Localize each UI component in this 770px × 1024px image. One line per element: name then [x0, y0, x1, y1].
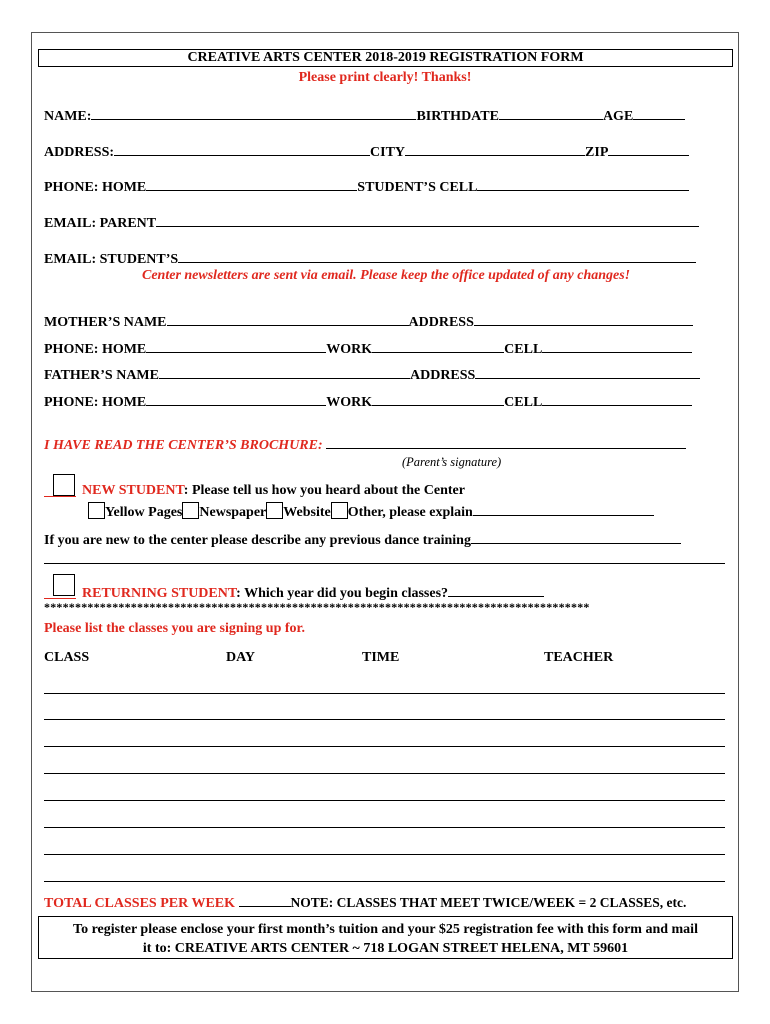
mailing-instructions: [38, 916, 733, 959]
class-entry-line[interactable]: [44, 719, 725, 720]
previous-training-field[interactable]: [471, 531, 681, 544]
signature-row: [44, 436, 686, 454]
returning-student-label: RETURNING STUDENT: [82, 586, 237, 601]
class-entry-line[interactable]: [44, 800, 725, 801]
website-checkbox[interactable]: [266, 502, 283, 519]
father-phone-row: [44, 393, 692, 411]
other-label: Other, please explain: [347, 505, 473, 520]
mother-row: [44, 313, 693, 331]
class-entry-line[interactable]: [44, 881, 725, 882]
father-phone-home-label: PHONE: HOME: [44, 395, 147, 410]
father-cell-field[interactable]: [542, 393, 692, 406]
class-entry-line[interactable]: [44, 773, 725, 774]
class-entry-line[interactable]: [44, 693, 725, 694]
yellow-pages-checkbox[interactable]: [88, 502, 105, 519]
birthdate-label: BIRTHDATE: [416, 109, 499, 124]
mother-cell-label: CELL: [504, 342, 543, 357]
email-student-field[interactable]: [178, 250, 696, 263]
age-label: AGE: [602, 109, 634, 124]
email-student-row: [44, 250, 696, 268]
class-entry-line[interactable]: [44, 854, 725, 855]
address-field[interactable]: [114, 143, 370, 156]
fathers-name-label: FATHER’S NAME: [44, 368, 159, 383]
mothers-name-field[interactable]: [167, 313, 409, 326]
column-day: DAY: [226, 650, 256, 665]
total-classes-field[interactable]: [239, 894, 291, 907]
signature-label: I HAVE READ THE CENTER’S BROCHURE:: [44, 438, 323, 453]
age-field[interactable]: [633, 107, 685, 120]
mother-work-field[interactable]: [372, 340, 504, 353]
students-cell-label: STUDENT’S CELL: [357, 180, 478, 195]
yellow-pages-label: Yellow Pages: [105, 505, 183, 520]
new-student-underline: [44, 496, 76, 497]
class-entry-line[interactable]: [44, 827, 725, 828]
city-field[interactable]: [405, 143, 585, 156]
mother-address-field[interactable]: [474, 313, 693, 326]
total-classes-label: TOTAL CLASSES PER WEEK: [44, 896, 236, 911]
father-phone-home-field[interactable]: [146, 393, 326, 406]
other-explain-field[interactable]: [473, 503, 654, 516]
new-student-row: [82, 483, 465, 499]
phone-home-label: PHONE: HOME: [44, 180, 147, 195]
email-parent-field[interactable]: [156, 214, 699, 227]
previous-training-line-2[interactable]: [44, 563, 725, 564]
signature-field[interactable]: [326, 436, 686, 449]
mothers-name-label: MOTHER’S NAME: [44, 315, 167, 330]
father-row: [44, 366, 700, 384]
name-label: NAME:: [44, 109, 92, 124]
new-student-label: NEW STUDENT: [82, 483, 184, 498]
form-title: CREATIVE ARTS CENTER 2018-2019 REGISTRATION FORM: [38, 49, 733, 67]
email-parent-label: EMAIL: PARENT: [44, 216, 157, 231]
email-student-label: EMAIL: STUDENT’S: [44, 252, 179, 267]
mother-phone-home-label: PHONE: HOME: [44, 342, 147, 357]
class-entry-line[interactable]: [44, 746, 725, 747]
form-subtitle: Please print clearly! Thanks!: [298, 70, 472, 85]
father-address-field[interactable]: [475, 366, 700, 379]
fathers-name-field[interactable]: [159, 366, 410, 379]
phone-home-field[interactable]: [146, 178, 357, 191]
city-label: CITY: [370, 145, 406, 160]
students-cell-field[interactable]: [477, 178, 689, 191]
father-work-label: WORK: [326, 395, 373, 410]
new-student-prompt: : Please tell us how you heard about the Center: [183, 483, 465, 498]
address-label: ADDRESS:: [44, 145, 115, 160]
heard-options-row: [88, 502, 654, 521]
newspaper-label: Newspaper: [199, 505, 267, 520]
mailing-instructions-line-2: it to: CREATIVE ARTS CENTER ~ 718 LOGAN STREET HELENA, MT 59601: [142, 941, 629, 956]
mailing-instructions-line-1: To register please enclose your first month’s tuition and your $25 registration fee with this form and mail: [73, 922, 698, 937]
mother-phone-home-field[interactable]: [146, 340, 326, 353]
address-row: [44, 143, 689, 161]
mother-cell-field[interactable]: [542, 340, 692, 353]
classes-instruction: Please list the classes you are signing up for.: [44, 621, 305, 636]
returning-student-underline: [44, 598, 76, 599]
zip-field[interactable]: [608, 143, 689, 156]
returning-student-checkbox[interactable]: [53, 574, 75, 596]
previous-training-label: If you are new to the center please describe any previous dance training: [44, 533, 471, 548]
start-year-field[interactable]: [448, 584, 544, 597]
previous-training-row: [44, 531, 681, 549]
returning-student-prompt: : Which year did you begin classes?: [236, 586, 449, 601]
mother-work-label: WORK: [326, 342, 373, 357]
zip-label: ZIP: [585, 145, 609, 160]
separator-line: ****************************************************************************************: [44, 600, 590, 614]
father-cell-label: CELL: [504, 395, 543, 410]
column-teacher: TEACHER: [544, 650, 614, 665]
total-classes-row: [44, 894, 686, 912]
name-field[interactable]: [91, 107, 416, 120]
other-checkbox[interactable]: [331, 502, 348, 519]
birthdate-field[interactable]: [499, 107, 603, 120]
new-student-checkbox[interactable]: [53, 474, 75, 496]
mother-address-label: ADDRESS: [408, 315, 474, 330]
father-address-label: ADDRESS: [409, 368, 476, 383]
website-label: Website: [283, 505, 331, 520]
total-classes-note: NOTE: CLASSES THAT MEET TWICE/WEEK = 2 CLASSES, etc.: [290, 895, 687, 910]
newspaper-checkbox[interactable]: [182, 502, 199, 519]
mother-phone-row: [44, 340, 692, 358]
father-work-field[interactable]: [372, 393, 504, 406]
email-parent-row: [44, 214, 699, 232]
newsletter-note: Center newsletters are sent via email. Please keep the office updated of any changes!: [142, 268, 631, 283]
name-row: [44, 107, 685, 125]
signature-caption: (Parent’s signature): [402, 455, 502, 469]
phone-row: [44, 178, 689, 196]
column-time: TIME: [362, 650, 400, 665]
column-class: CLASS: [44, 650, 90, 665]
